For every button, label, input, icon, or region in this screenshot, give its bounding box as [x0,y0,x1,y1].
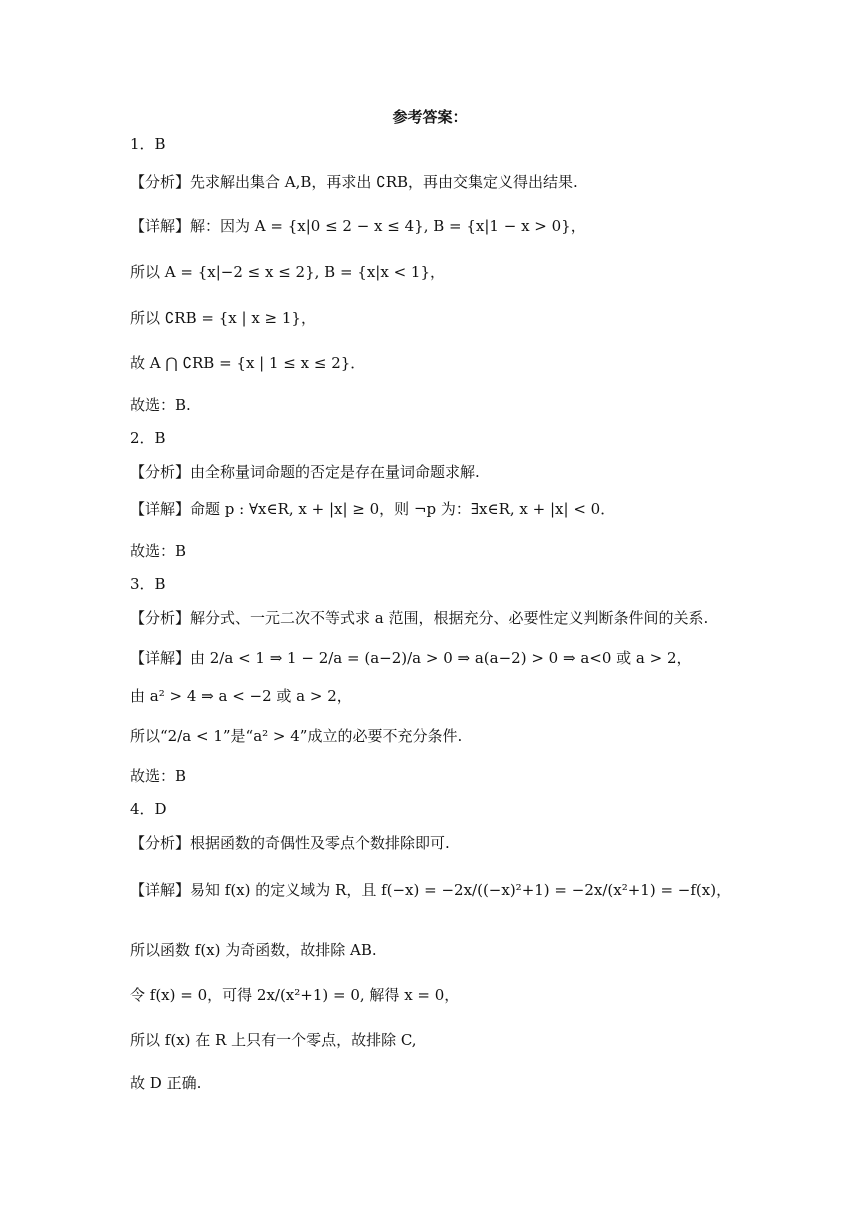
q3-choice: 故选：B [130,767,187,785]
q1-analysis: 【分析】先求解出集合 A,B，再求出 ∁RB，再由交集定义得出结果. [130,173,578,191]
q1-detail-4: 故 A ⋂ ∁RB = {x | 1 ≤ x ≤ 2}． [130,354,366,372]
q4-detail-2: 所以函数 f(x) 为奇函数，故排除 AB. [130,941,377,959]
q1-detail-3: 所以 ∁RB = {x | x ≥ 1}， [130,309,316,327]
q3-analysis: 【分析】解分式、一元二次不等式求 a 范围，根据充分、必要性定义判断条件间的关系. [130,609,709,627]
q4-detail-1: 【详解】易知 f(x) 的定义域为 R，且 f(−x) = −2x/((−x)²+1) = −2x/(x²+1) = −f(x)， [130,881,732,899]
q4-number: 4．D [130,800,167,818]
q4-detail-5: 故 D 正确. [130,1074,202,1092]
q2-number: 2．B [130,429,166,447]
q2-analysis: 【分析】由全称量词命题的否定是存在量词命题求解. [130,463,480,481]
q3-detail-2: 由 a² > 4 ⇒ a < −2 或 a > 2， [130,687,352,705]
q1-choice: 故选：B. [130,396,191,414]
q1-detail-2: 所以 A = {x|−2 ≤ x ≤ 2}, B = {x|x < 1}， [130,263,446,281]
page-title: 参考答案： [392,108,468,126]
q4-detail-3: 令 f(x) = 0，可得 2x/(x²+1) = 0, 解得 x = 0， [130,986,460,1004]
q2-detail-1: 【详解】命题 p : ∀x∈R, x + |x| ≥ 0，则 ¬p 为：∃x∈R, x + |x| < 0． [130,500,616,518]
q4-detail-4: 所以 f(x) 在 R 上只有一个零点，故排除 C, [130,1031,417,1049]
q2-choice: 故选：B [130,542,187,560]
q3-detail-1: 【详解】由 2/a < 1 ⇒ 1 − 2/a = (a−2)/a > 0 ⇒ a(a−2) > 0 ⇒ a<0 或 a > 2， [130,649,692,667]
q1-number: 1．B [130,135,166,153]
q3-detail-3: 所以“2/a < 1”是“a² > 4”成立的必要不充分条件. [130,727,463,745]
q1-detail-1: 【详解】解：因为 A = {x|0 ≤ 2 − x ≤ 4}, B = {x|1 − x > 0}， [130,217,586,235]
q3-number: 3．B [130,575,166,593]
q4-analysis: 【分析】根据函数的奇偶性及零点个数排除即可. [130,834,450,852]
